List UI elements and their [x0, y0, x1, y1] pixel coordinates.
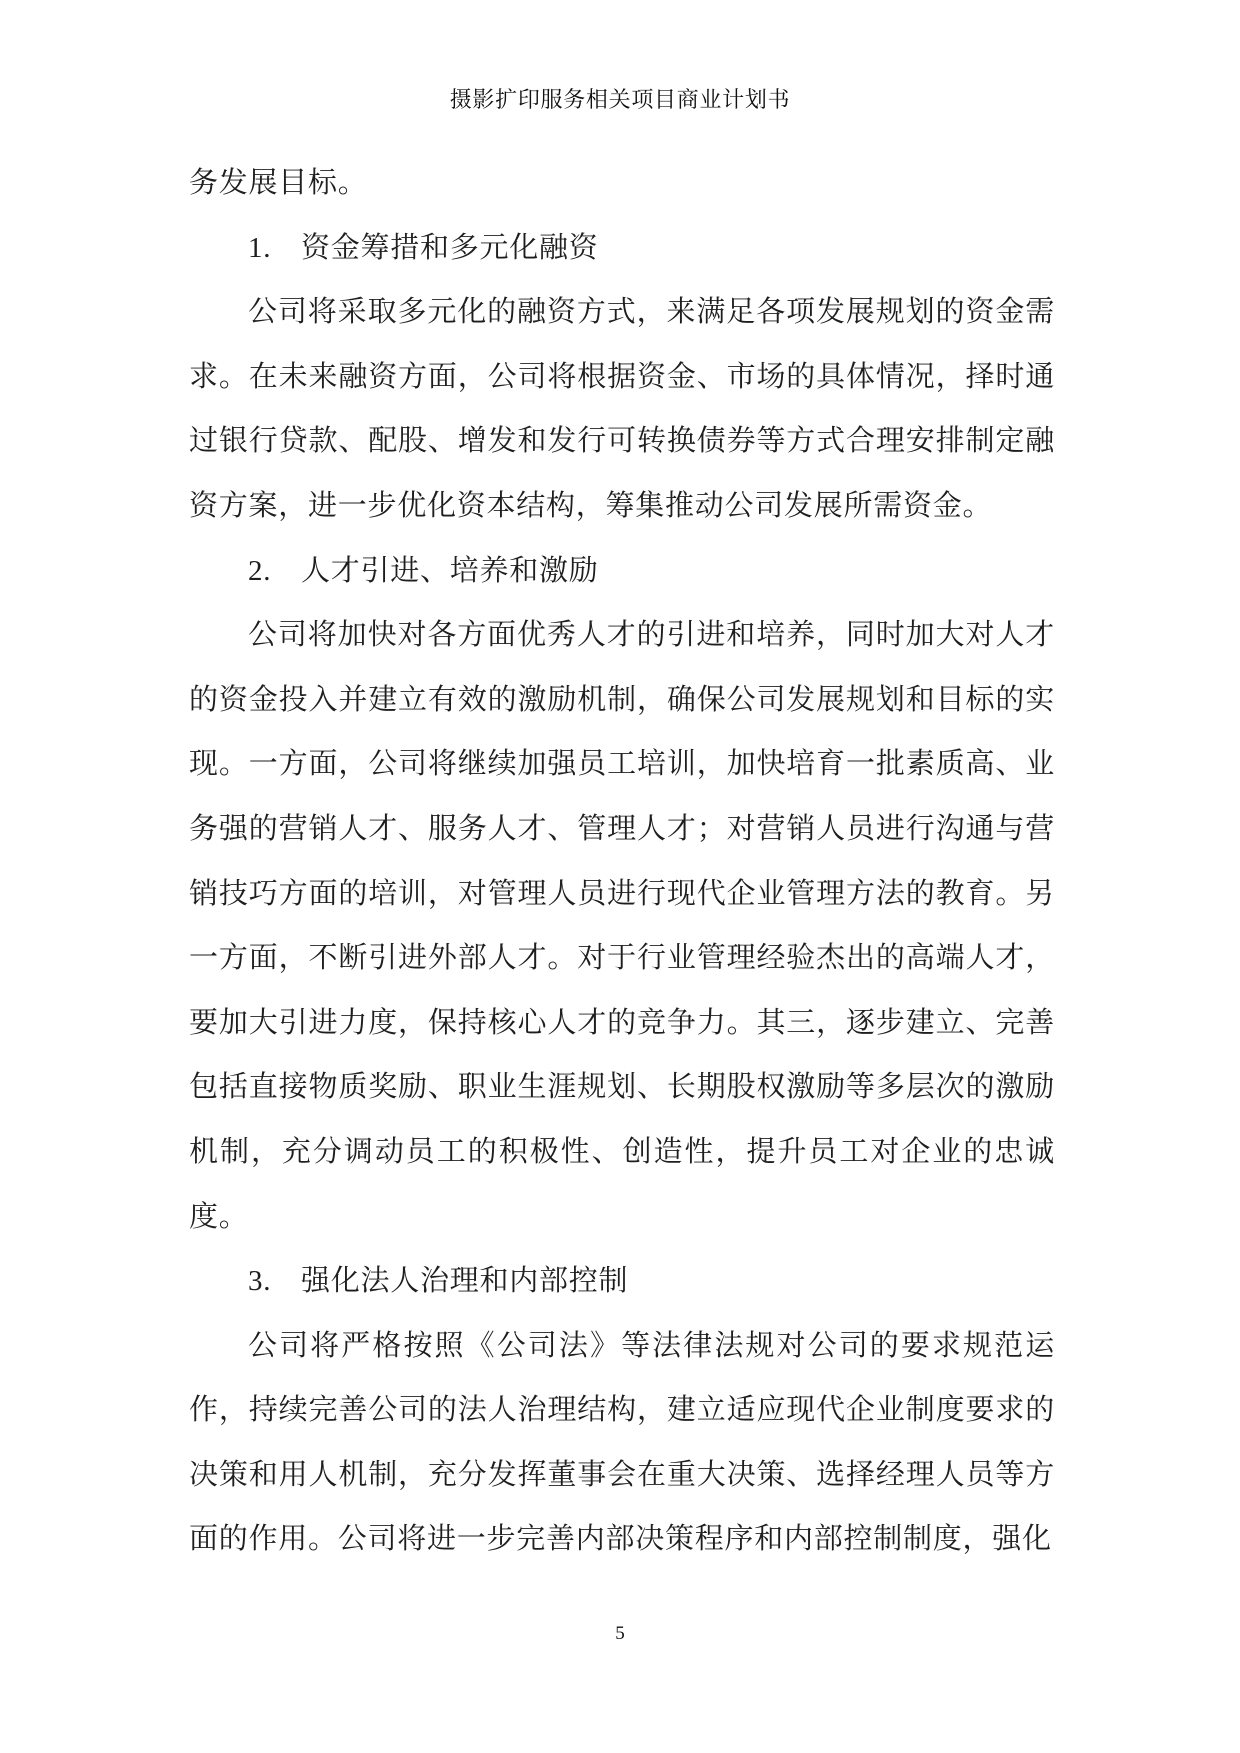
document-body	[189, 151, 1055, 1572]
section-heading-1: 1. 资金筹措和多元化融资	[248, 231, 599, 264]
paragraph-continuation: 务发展目标。	[189, 167, 368, 199]
section-heading-3: 3. 强化法人治理和内部控制	[248, 1265, 629, 1298]
section-heading-2: 2. 人才引进、培养和激励	[248, 554, 599, 587]
paragraph-talent: 公司将加快对各方面优秀人才的引进和培养，同时加大对人才的资金投入并建立有效的激励机制，确保公司发展规划和目标的实现。一方面，公司将继续加强员工培训，加快培育一批素质高、业务强的营销人才、服务人才、管理人才；对营销人员进行沟通与营销技巧方面的培训，对管理人员进行现代企业管理方法的教育。另一方面，不断引进外部人才。对于行业管理经验杰出的高端人才，要加大引进力度，保持核心人才的竞争力。其三，逐步建立、完善包括直接物质奖励、职业生涯规划、长期股权激励等多层次的激励机制，充分调动员工的积极性、创造性，提升员工对企业的忠诚度。	[189, 619, 1055, 1233]
paragraph-governance: 公司将严格按照《公司法》等法律法规对公司的要求规范运作，持续完善公司的法人治理结构，建立适应现代企业制度要求的决策和用人机制，充分发挥董事会在重大决策、选择经理人员等方面的作用。公司将进一步完善内部决策程序和内部控制制度，强化	[189, 1329, 1055, 1556]
document-header-title: 摄影扩印服务相关项目商业计划书	[449, 87, 791, 112]
paragraph-financing: 公司将采取多元化的融资方式，来满足各项发展规划的资金需求。在未来融资方面，公司将根据资金、市场的具体情况，择时通过银行贷款、配股、增发和发行可转换债券等方式合理安排制定融资方案，进一步优化资本结构，筹集推动公司发展所需资金。	[189, 296, 1055, 522]
page-number: 5	[615, 1623, 625, 1644]
